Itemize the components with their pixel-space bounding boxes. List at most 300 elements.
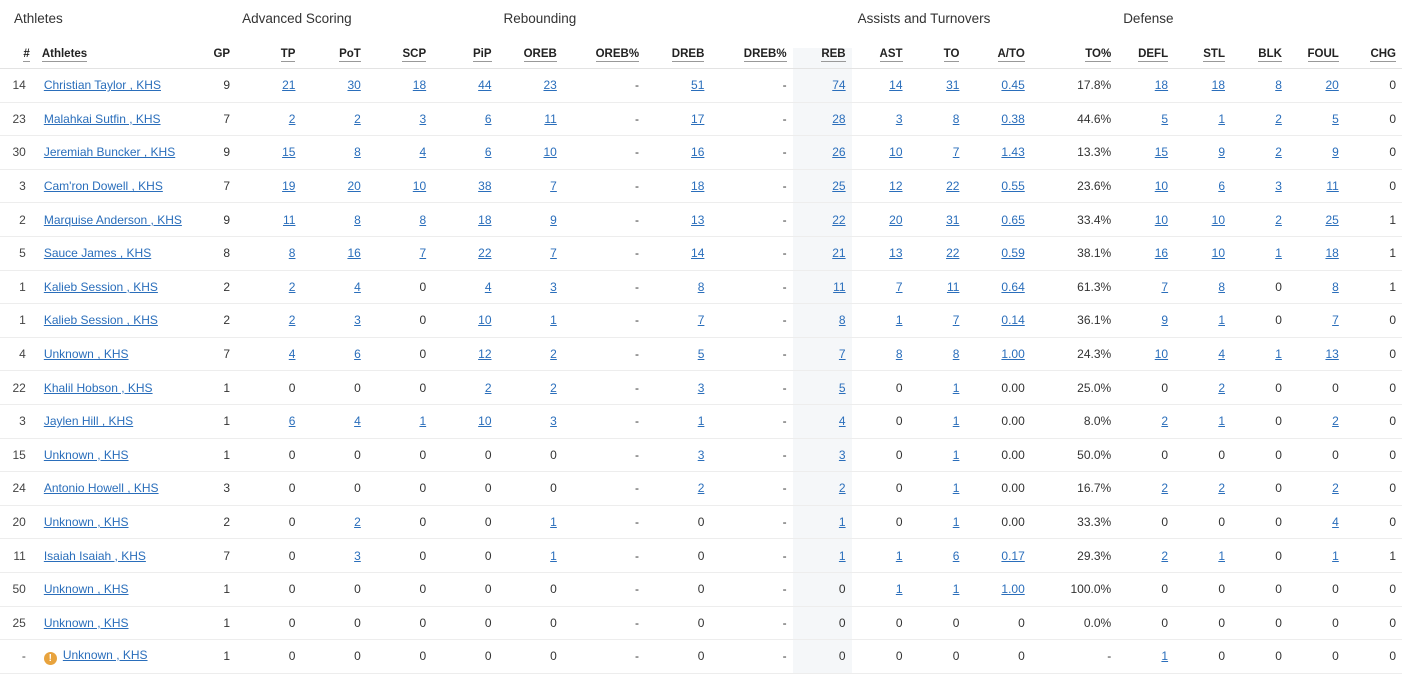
stat-link[interactable]: 1.43 <box>1001 145 1025 160</box>
stat-link[interactable]: 18 <box>691 179 705 194</box>
cell-oreb[interactable] <box>498 169 563 203</box>
cell-to[interactable] <box>909 270 966 304</box>
athlete-link[interactable]: Unknown , KHS <box>43 447 129 462</box>
stat-link[interactable]: 1 <box>895 582 903 597</box>
cell-reb[interactable] <box>793 472 852 506</box>
stat-link[interactable]: 18 <box>1211 78 1225 93</box>
cell-stl[interactable] <box>1174 337 1231 371</box>
stat-link[interactable]: 3 <box>550 414 557 429</box>
stat-link[interactable]: 0.14 <box>1001 313 1025 328</box>
stat-link[interactable]: 1 <box>895 548 903 563</box>
stat-link[interactable]: 1 <box>1275 246 1282 261</box>
stat-link[interactable]: 3 <box>838 447 846 462</box>
stat-link[interactable]: 1 <box>1218 548 1225 563</box>
stat-link[interactable]: 6 <box>484 111 492 126</box>
stat-link[interactable]: 8 <box>1218 279 1225 294</box>
stat-link[interactable]: 8 <box>354 145 361 160</box>
stat-link[interactable]: 4 <box>354 414 361 429</box>
stat-link[interactable]: 11 <box>946 279 960 294</box>
stat-link[interactable]: 2 <box>1161 548 1169 563</box>
cell-scp[interactable] <box>367 69 432 103</box>
col-header-chg[interactable]: CHG <box>1345 48 1402 69</box>
col-header-ato[interactable]: A/TO <box>965 48 1030 69</box>
cell-blk[interactable] <box>1231 169 1288 203</box>
stat-link[interactable]: 7 <box>550 246 557 261</box>
cell-tp[interactable] <box>236 136 301 170</box>
cell-defl[interactable] <box>1117 169 1174 203</box>
cell-scp[interactable] <box>367 203 432 237</box>
stat-link[interactable]: 30 <box>347 78 361 93</box>
cell-dreb[interactable] <box>645 136 710 170</box>
athlete-link[interactable]: Unknown , KHS <box>43 515 129 530</box>
col-header-defl[interactable]: DEFL <box>1117 48 1174 69</box>
stat-link[interactable]: 8 <box>895 347 903 362</box>
cell-scp[interactable] <box>367 102 432 136</box>
stat-link[interactable]: 20 <box>347 179 361 194</box>
stat-link[interactable]: 25 <box>832 179 846 194</box>
stat-link[interactable]: 3 <box>895 111 903 126</box>
stat-link[interactable]: 2 <box>1161 414 1169 429</box>
cell-to[interactable] <box>909 69 966 103</box>
stat-link[interactable]: 10 <box>1154 347 1169 362</box>
cell-to[interactable] <box>909 169 966 203</box>
cell-to[interactable] <box>909 438 966 472</box>
athlete-link[interactable]: Jeremiah Buncker , KHS <box>43 145 176 160</box>
cell-reb[interactable] <box>793 304 852 338</box>
cell-ato[interactable] <box>965 169 1030 203</box>
cell-defl[interactable] <box>1117 640 1174 674</box>
stat-link[interactable]: 10 <box>1154 179 1169 194</box>
stat-link[interactable]: 2 <box>550 347 557 362</box>
cell-pot[interactable] <box>301 169 366 203</box>
cell-pot[interactable] <box>301 203 366 237</box>
stat-link[interactable]: 15 <box>1154 145 1169 160</box>
stat-link[interactable]: 1 <box>838 548 846 563</box>
col-header-ast[interactable]: AST <box>852 48 909 69</box>
col-header-reb[interactable]: REB <box>793 48 852 69</box>
cell-reb[interactable] <box>793 102 852 136</box>
stat-link[interactable]: 2 <box>354 111 361 126</box>
stat-link[interactable]: 10 <box>543 145 557 160</box>
cell-ato[interactable] <box>965 236 1030 270</box>
cell-ato[interactable] <box>965 572 1030 606</box>
stat-link[interactable]: 0.64 <box>1001 279 1025 294</box>
stat-link[interactable]: 3 <box>697 447 705 462</box>
cell-tp[interactable] <box>236 270 301 304</box>
stat-link[interactable]: 18 <box>412 78 427 93</box>
stat-link[interactable]: 1 <box>550 515 557 530</box>
cell-blk[interactable] <box>1231 203 1288 237</box>
stat-link[interactable]: 1 <box>952 414 960 429</box>
col-header-dreb[interactable]: DREB <box>645 48 710 69</box>
cell-stl[interactable] <box>1174 236 1231 270</box>
stat-link[interactable]: 21 <box>832 246 846 261</box>
cell-stl[interactable] <box>1174 169 1231 203</box>
cell-defl[interactable] <box>1117 102 1174 136</box>
stat-link[interactable]: 26 <box>832 145 846 160</box>
cell-ast[interactable] <box>852 69 909 103</box>
cell-pot[interactable] <box>301 505 366 539</box>
stat-link[interactable]: 1 <box>1332 548 1339 563</box>
cell-oreb[interactable] <box>498 505 563 539</box>
cell-ato[interactable] <box>965 102 1030 136</box>
stat-link[interactable]: 20 <box>889 212 903 227</box>
stat-link[interactable]: 31 <box>946 212 960 227</box>
stat-link[interactable]: 3 <box>419 111 427 126</box>
col-header-blk[interactable]: BLK <box>1231 48 1288 69</box>
cell-pip[interactable] <box>432 270 497 304</box>
stat-link[interactable]: 6 <box>952 548 960 563</box>
cell-foul[interactable] <box>1288 236 1345 270</box>
cell-stl[interactable] <box>1174 304 1231 338</box>
cell-reb[interactable] <box>793 69 852 103</box>
cell-ato[interactable] <box>965 539 1030 573</box>
cell-foul[interactable] <box>1288 69 1345 103</box>
stat-link[interactable]: 3 <box>697 380 705 395</box>
cell-reb[interactable] <box>793 236 852 270</box>
stat-link[interactable]: 2 <box>288 279 296 294</box>
stat-link[interactable]: 31 <box>946 78 960 93</box>
cell-tp[interactable] <box>236 169 301 203</box>
stat-link[interactable]: 2 <box>288 313 296 328</box>
cell-oreb[interactable] <box>498 270 563 304</box>
stat-link[interactable]: 21 <box>282 78 296 93</box>
cell-oreb[interactable] <box>498 304 563 338</box>
stat-link[interactable]: 8 <box>354 212 361 227</box>
athlete-link[interactable]: Sauce James , KHS <box>43 246 152 261</box>
stat-link[interactable]: 2 <box>1275 212 1282 227</box>
cell-pot[interactable] <box>301 304 366 338</box>
cell-pot[interactable] <box>301 539 366 573</box>
stat-link[interactable]: 10 <box>889 145 903 160</box>
cell-ast[interactable] <box>852 539 909 573</box>
cell-foul[interactable] <box>1288 203 1345 237</box>
cell-reb[interactable] <box>793 404 852 438</box>
col-header-tp[interactable]: TP <box>236 48 301 69</box>
col-header-foul[interactable]: FOUL <box>1288 48 1345 69</box>
cell-oreb[interactable] <box>498 539 563 573</box>
stat-link[interactable]: 25 <box>1325 212 1339 227</box>
athlete-link[interactable]: Unknown , KHS <box>43 615 129 630</box>
stat-link[interactable]: 11 <box>833 279 846 294</box>
cell-oreb[interactable] <box>498 337 563 371</box>
stat-link[interactable]: 13 <box>691 212 705 227</box>
col-header-to-pct[interactable]: TO% <box>1031 48 1117 69</box>
stat-link[interactable]: 1 <box>1161 649 1169 664</box>
cell-pot[interactable] <box>301 270 366 304</box>
stat-link[interactable]: 0.38 <box>1001 111 1025 126</box>
cell-oreb[interactable] <box>498 236 563 270</box>
stat-link[interactable]: 14 <box>889 78 903 93</box>
cell-scp[interactable] <box>367 236 432 270</box>
cell-pip[interactable] <box>432 203 497 237</box>
cell-to[interactable] <box>909 371 966 405</box>
stat-link[interactable]: 12 <box>478 347 492 362</box>
stat-link[interactable]: 4 <box>288 347 296 362</box>
cell-pip[interactable] <box>432 371 497 405</box>
cell-foul[interactable] <box>1288 472 1345 506</box>
cell-foul[interactable] <box>1288 404 1345 438</box>
cell-foul[interactable] <box>1288 102 1345 136</box>
cell-foul[interactable] <box>1288 169 1345 203</box>
stat-link[interactable]: 12 <box>889 179 903 194</box>
cell-foul[interactable] <box>1288 136 1345 170</box>
cell-defl[interactable] <box>1117 69 1174 103</box>
stat-link[interactable]: 2 <box>1275 145 1282 160</box>
cell-foul[interactable] <box>1288 270 1345 304</box>
stat-link[interactable]: 1 <box>952 380 960 395</box>
cell-defl[interactable] <box>1117 136 1174 170</box>
cell-blk[interactable] <box>1231 136 1288 170</box>
stat-link[interactable]: 6 <box>484 145 492 160</box>
cell-scp[interactable] <box>367 169 432 203</box>
stat-link[interactable]: 18 <box>1154 78 1169 93</box>
cell-tp[interactable] <box>236 236 301 270</box>
stat-link[interactable]: 9 <box>1218 145 1225 160</box>
cell-ato[interactable] <box>965 337 1030 371</box>
stat-link[interactable]: 22 <box>478 246 492 261</box>
stat-link[interactable]: 16 <box>691 145 705 160</box>
cell-tp[interactable] <box>236 203 301 237</box>
cell-ato[interactable] <box>965 304 1030 338</box>
cell-oreb[interactable] <box>498 371 563 405</box>
stat-link[interactable]: 10 <box>1211 246 1225 261</box>
stat-link[interactable]: 23 <box>543 78 557 93</box>
cell-stl[interactable] <box>1174 404 1231 438</box>
stat-link[interactable]: 10 <box>478 414 492 429</box>
cell-ato[interactable] <box>965 203 1030 237</box>
cell-stl[interactable] <box>1174 371 1231 405</box>
col-header-scp[interactable]: SCP <box>367 48 432 69</box>
stat-link[interactable]: 38 <box>478 179 492 194</box>
cell-pot[interactable] <box>301 136 366 170</box>
cell-foul[interactable] <box>1288 337 1345 371</box>
stat-link[interactable]: 4 <box>1332 515 1339 530</box>
stat-link[interactable]: 44 <box>478 78 492 93</box>
cell-ast[interactable] <box>852 102 909 136</box>
cell-to[interactable] <box>909 472 966 506</box>
stat-link[interactable]: 15 <box>282 145 296 160</box>
cell-defl[interactable] <box>1117 270 1174 304</box>
athlete-link[interactable]: Marquise Anderson , KHS <box>43 212 182 227</box>
col-header-oreb-pct[interactable]: OREB% <box>563 48 645 69</box>
stat-link[interactable]: 3 <box>354 548 361 563</box>
cell-dreb[interactable] <box>645 438 710 472</box>
athlete-link[interactable]: Malahkai Sutfin , KHS <box>43 111 161 126</box>
cell-reb[interactable] <box>793 371 852 405</box>
stat-link[interactable]: 8 <box>419 212 427 227</box>
cell-oreb[interactable] <box>498 203 563 237</box>
cell-blk[interactable] <box>1231 102 1288 136</box>
stat-link[interactable]: 1 <box>550 548 557 563</box>
stat-link[interactable]: 1 <box>952 481 960 496</box>
athlete-link[interactable]: Unknown , KHS <box>62 647 148 662</box>
cell-reb[interactable] <box>793 539 852 573</box>
stat-link[interactable]: 7 <box>895 279 903 294</box>
cell-pot[interactable] <box>301 337 366 371</box>
stat-link[interactable]: 22 <box>946 246 960 261</box>
cell-defl[interactable] <box>1117 203 1174 237</box>
stat-link[interactable]: 1.00 <box>1001 347 1025 362</box>
stat-link[interactable]: 6 <box>1218 179 1225 194</box>
cell-defl[interactable] <box>1117 404 1174 438</box>
stat-link[interactable]: 4 <box>838 414 846 429</box>
stat-link[interactable]: 7 <box>419 246 427 261</box>
stat-link[interactable]: 7 <box>952 313 960 328</box>
col-header-stl[interactable]: STL <box>1174 48 1231 69</box>
cell-to[interactable] <box>909 203 966 237</box>
cell-ato[interactable] <box>965 270 1030 304</box>
stat-link[interactable]: 13 <box>889 246 903 261</box>
stat-link[interactable]: 9 <box>550 212 557 227</box>
stat-link[interactable]: 1 <box>895 313 903 328</box>
stat-link[interactable]: 7 <box>838 347 846 362</box>
stat-link[interactable]: 8 <box>952 111 960 126</box>
cell-dreb[interactable] <box>645 270 710 304</box>
athlete-link[interactable]: Isaiah Isaiah , KHS <box>43 548 146 563</box>
stat-link[interactable]: 2 <box>1332 481 1339 496</box>
stat-link[interactable]: 2 <box>1218 481 1225 496</box>
stat-link[interactable]: 7 <box>550 179 557 194</box>
stat-link[interactable]: 7 <box>697 313 705 328</box>
col-header-oreb[interactable]: OREB <box>498 48 563 69</box>
stat-link[interactable]: 8 <box>697 279 705 294</box>
stat-link[interactable]: 4 <box>1218 347 1225 362</box>
stat-link[interactable]: 28 <box>832 111 846 126</box>
cell-ast[interactable] <box>852 236 909 270</box>
stat-link[interactable]: 10 <box>412 179 427 194</box>
stat-link[interactable]: 1 <box>838 515 846 530</box>
stat-link[interactable]: 1 <box>952 515 960 530</box>
cell-oreb[interactable] <box>498 136 563 170</box>
stat-link[interactable]: 7 <box>1161 279 1169 294</box>
stat-link[interactable]: 11 <box>282 212 296 227</box>
cell-pip[interactable] <box>432 304 497 338</box>
cell-pip[interactable] <box>432 404 497 438</box>
athlete-link[interactable]: Unknown , KHS <box>43 347 129 362</box>
stat-link[interactable]: 17 <box>691 111 705 126</box>
col-header-pot[interactable]: PoT <box>301 48 366 69</box>
stat-link[interactable]: 3 <box>1275 179 1282 194</box>
stat-link[interactable]: 2 <box>1332 414 1339 429</box>
col-header-dreb-pct[interactable]: DREB% <box>710 48 792 69</box>
stat-link[interactable]: 10 <box>1154 212 1169 227</box>
athlete-link[interactable]: Antonio Howell , KHS <box>43 481 159 496</box>
stat-link[interactable]: 13 <box>1325 347 1339 362</box>
stat-link[interactable]: 18 <box>1325 246 1339 261</box>
cell-to[interactable] <box>909 337 966 371</box>
cell-to[interactable] <box>909 572 966 606</box>
stat-link[interactable]: 8 <box>1275 78 1282 93</box>
cell-foul[interactable] <box>1288 304 1345 338</box>
cell-stl[interactable] <box>1174 270 1231 304</box>
athlete-link[interactable]: Christian Taylor , KHS <box>43 78 161 93</box>
stat-link[interactable]: 6 <box>354 347 361 362</box>
stat-link[interactable]: 2 <box>550 380 557 395</box>
cell-pip[interactable] <box>432 236 497 270</box>
stat-link[interactable]: 10 <box>1211 212 1225 227</box>
stat-link[interactable]: 2 <box>1218 380 1225 395</box>
cell-dreb[interactable] <box>645 371 710 405</box>
col-header-athlete[interactable]: Athletes <box>36 48 194 69</box>
stat-link[interactable]: 16 <box>347 246 361 261</box>
cell-stl[interactable] <box>1174 102 1231 136</box>
stat-link[interactable]: 8 <box>1332 279 1339 294</box>
stat-link[interactable]: 4 <box>419 145 427 160</box>
cell-dreb[interactable] <box>645 236 710 270</box>
cell-stl[interactable] <box>1174 472 1231 506</box>
stat-link[interactable]: 0.59 <box>1001 246 1025 261</box>
cell-pot[interactable] <box>301 102 366 136</box>
stat-link[interactable]: 8 <box>288 246 296 261</box>
stat-link[interactable]: 11 <box>544 111 557 126</box>
cell-stl[interactable] <box>1174 203 1231 237</box>
cell-scp[interactable] <box>367 404 432 438</box>
cell-defl[interactable] <box>1117 337 1174 371</box>
stat-link[interactable]: 2 <box>1161 481 1169 496</box>
cell-ast[interactable] <box>852 203 909 237</box>
cell-oreb[interactable] <box>498 404 563 438</box>
cell-tp[interactable] <box>236 404 301 438</box>
cell-reb[interactable] <box>793 505 852 539</box>
stat-link[interactable]: 0.17 <box>1001 548 1025 563</box>
cell-pip[interactable] <box>432 102 497 136</box>
cell-to[interactable] <box>909 539 966 573</box>
stat-link[interactable]: 18 <box>478 212 492 227</box>
stat-link[interactable]: 4 <box>354 279 361 294</box>
stat-link[interactable]: 22 <box>832 212 846 227</box>
stat-link[interactable]: 7 <box>952 145 960 160</box>
stat-link[interactable]: 7 <box>1332 313 1339 328</box>
cell-foul[interactable] <box>1288 539 1345 573</box>
stat-link[interactable]: 19 <box>282 179 296 194</box>
stat-link[interactable]: 74 <box>832 78 846 93</box>
cell-reb[interactable] <box>793 337 852 371</box>
stat-link[interactable]: 1 <box>1218 111 1225 126</box>
cell-to[interactable] <box>909 505 966 539</box>
cell-defl[interactable] <box>1117 236 1174 270</box>
cell-blk[interactable] <box>1231 69 1288 103</box>
cell-to[interactable] <box>909 304 966 338</box>
cell-reb[interactable] <box>793 438 852 472</box>
stat-link[interactable]: 14 <box>691 246 705 261</box>
athlete-link[interactable]: Khalil Hobson , KHS <box>43 380 153 395</box>
cell-tp[interactable] <box>236 304 301 338</box>
athlete-link[interactable]: Kalieb Session , KHS <box>43 313 158 328</box>
cell-ast[interactable] <box>852 337 909 371</box>
stat-link[interactable]: 3 <box>354 313 361 328</box>
stat-link[interactable]: 1 <box>952 447 960 462</box>
athlete-link[interactable]: Cam'ron Dowell , KHS <box>43 179 163 194</box>
col-header-to[interactable]: TO <box>909 48 966 69</box>
stat-link[interactable]: 8 <box>838 313 846 328</box>
cell-dreb[interactable] <box>645 203 710 237</box>
stat-link[interactable]: 1 <box>952 582 960 597</box>
stat-link[interactable]: 5 <box>1161 111 1169 126</box>
cell-tp[interactable] <box>236 102 301 136</box>
cell-ast[interactable] <box>852 169 909 203</box>
cell-pot[interactable] <box>301 236 366 270</box>
stat-link[interactable]: 1 <box>1218 313 1225 328</box>
cell-pip[interactable] <box>432 169 497 203</box>
stat-link[interactable]: 2 <box>354 515 361 530</box>
cell-scp[interactable] <box>367 136 432 170</box>
cell-to[interactable] <box>909 404 966 438</box>
cell-tp[interactable] <box>236 337 301 371</box>
col-header-pip[interactable]: PiP <box>432 48 497 69</box>
stat-link[interactable]: 1 <box>419 414 427 429</box>
cell-stl[interactable] <box>1174 69 1231 103</box>
